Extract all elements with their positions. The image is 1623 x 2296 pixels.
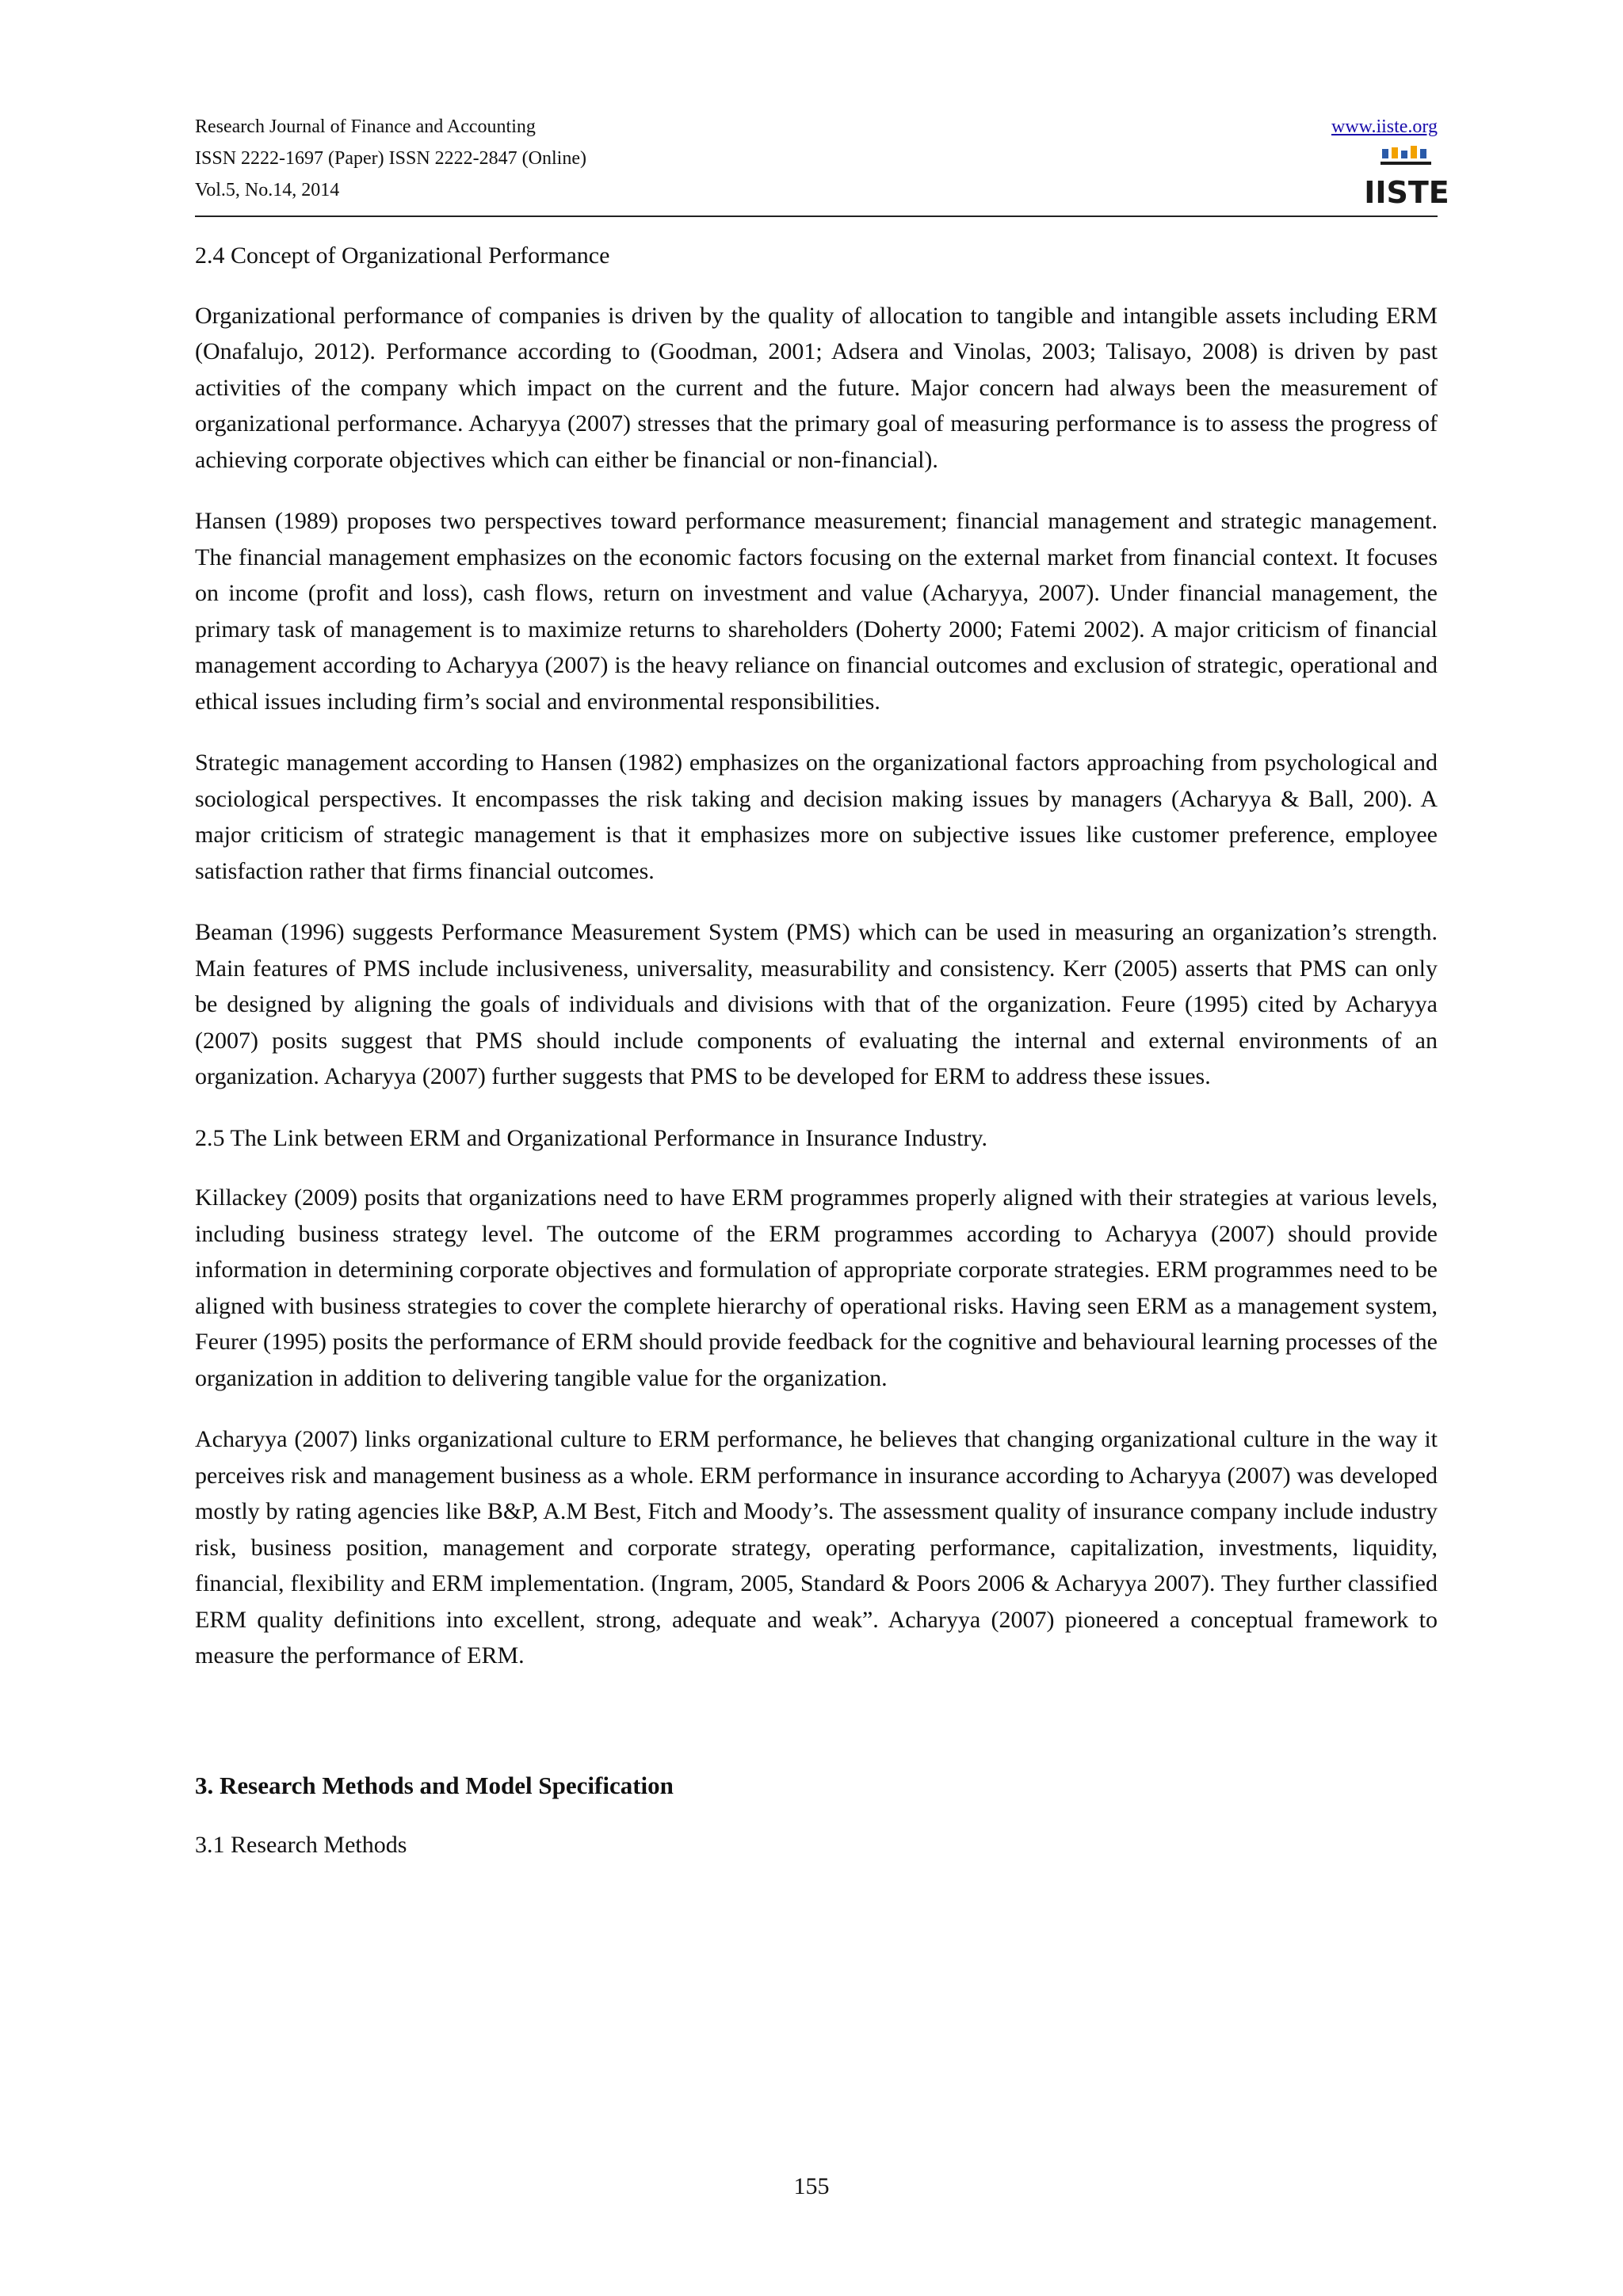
- paragraph: Killackey (2009) posits that organizations need to have ERM programmes properly aligned with their strategies at various levels, including business strategy level. The outcome of the ERM programmes according to Acharyya (2007) should provide information in determining corporate objectives and formulation of appropriate corporate strategies. ERM programmes need to be aligned with business strategies to cover the complete hierarchy of operational risks. Having seen ERM as a management system, Feurer (1995) posits the performance of ERM should provide feedback for the cognitive and behavioural learning processes of the organization in addition to delivering tangible value for the organization.: [195, 1184, 1438, 1391]
- section-heading-3: 3. Research Methods and Model Specification: [195, 1771, 674, 1799]
- iiste-logo-icon: [1364, 146, 1449, 212]
- paragraph: Organizational performance of companies is driven by the quality of allocation to tangible and intangible assets including ERM (Onafalujo, 2012). Performance according to (Goodman, 2001; Adsera and Vinolas, 2003; Talisayo, 2008) is driven by past activities of the company which impact on the current and the future. Major concern had always been the measurement of organizational performance. Acharyya (2007) stresses that the primary goal of measuring performance is to assess the progress of achieving corporate objectives which can either be financial or non-financial).: [195, 302, 1438, 473]
- article-body: [195, 238, 1438, 1887]
- running-header: [195, 111, 1449, 219]
- section-heading-2-4: 2.4 Concept of Organizational Performance: [195, 242, 610, 269]
- paragraph: Strategic management according to Hansen (1982) emphasizes on the organizational factors approaching from psychological and sociological perspectives. It encompasses the risk taking and decision making issues by managers (Acharyya & Ball, 200). A major criticism of strategic management is that it emphasizes more on subjective issues like customer preference, employee satisfaction rather that firms financial outcomes.: [195, 749, 1438, 884]
- logo-wordmark: IISTE: [1364, 175, 1449, 210]
- paragraph: Hansen (1989) proposes two perspectives toward performance measurement; financial management and strategic management. The financial management emphasizes on the economic factors focusing on the external market from financial context. It focuses on income (profit and loss), cash flows, return on investment and value (Acharyya, 2007). Under financial management, the primary task of management is to maximize returns to shareholders (Doherty 2000; Fatemi 2002). A major criticism of financial management according to Acharyya (2007) is the heavy reliance on financial outcomes and exclusion of strategic, operational and ethical issues including firm’s social and environmental responsibilities.: [195, 508, 1438, 715]
- header-rule: [195, 215, 1438, 217]
- page-number: 155: [793, 2173, 830, 2199]
- journal-name: Research Journal of Finance and Accounting: [195, 116, 536, 137]
- section-spacer: [195, 1699, 1438, 1768]
- page-header-area: [195, 111, 1449, 219]
- journal-url-link[interactable]: www.iiste.org: [1331, 116, 1438, 137]
- section-heading-3-1: 3.1 Research Methods: [195, 1832, 407, 1858]
- volume-line: Vol.5, No.14, 2014: [195, 180, 340, 200]
- paragraph: Acharyya (2007) links organizational culture to ERM performance, he believes that changing organizational culture in the way it perceives risk and management business as a whole. ERM performance in insurance according to Acharyya (2007) was developed mostly by rating agencies like B&P, A.M Best, Fitch and Moody’s. The assessment quality of insurance company include industry risk, business position, management and corporate strategy, operating performance, capitalization, investments, liquidity, financial, flexibility and ERM implementation. (Ingram, 2005, Standard & Poors 2006 & Acharyya 2007). They further classified ERM quality definitions into excellent, strong, adequate and weak”. Acharyya (2007) pioneered a conceptual framework to measure the performance of ERM.: [195, 1426, 1438, 1669]
- section-heading-2-5: 2.5 The Link between ERM and Organizational Performance in Insurance Industry.: [195, 1124, 987, 1151]
- issn-line: ISSN 2222-1697 (Paper) ISSN 2222-2847 (Online): [195, 148, 586, 169]
- paragraph: Beaman (1996) suggests Performance Measurement System (PMS) which can be used in measuring an organization’s strength. Main features of PMS include inclusiveness, universality, measurability and consistency. Kerr (2005) asserts that PMS can only be designed by aligning the goals of individuals and divisions with that of the organization. Feure (1995) cited by Acharyya (2007) posits suggest that PMS should include components of evaluating the internal and external environments of an organization. Acharyya (2007) further suggests that PMS to be developed for ERM to address these issues.: [195, 919, 1438, 1089]
